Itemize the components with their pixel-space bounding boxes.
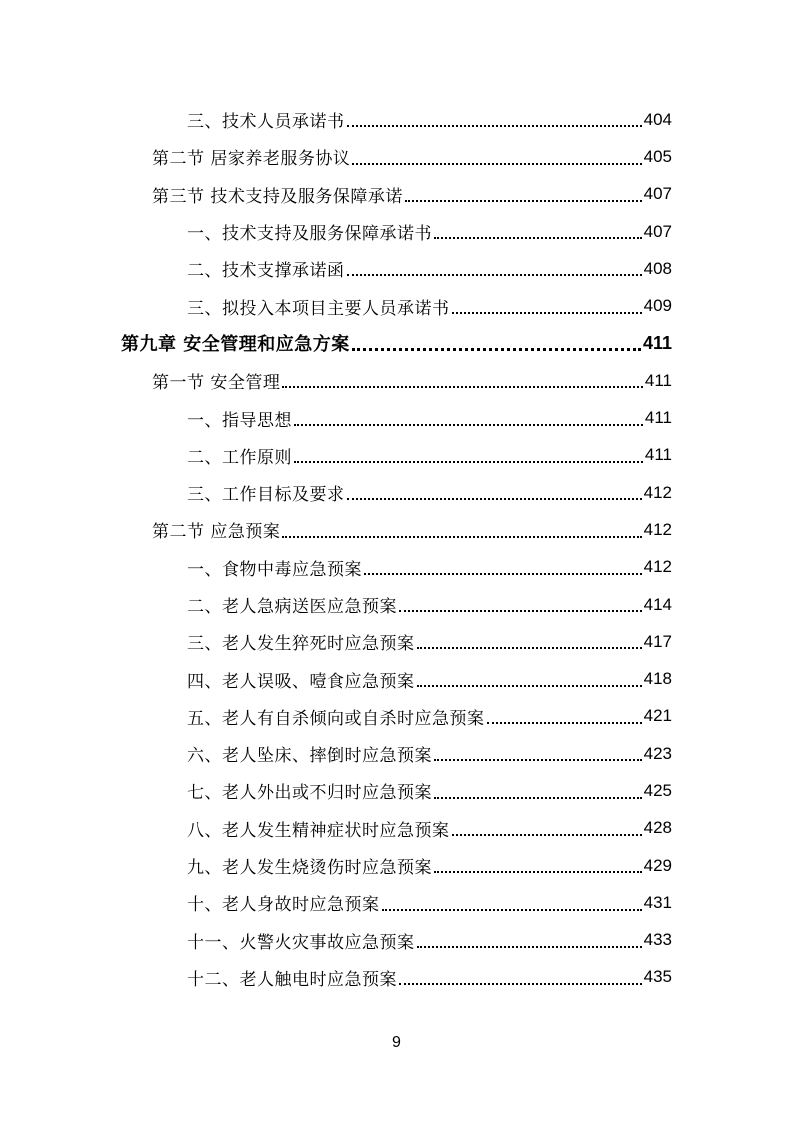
dot-leader bbox=[452, 311, 642, 314]
toc-entry-page: 409 bbox=[643, 296, 672, 316]
toc-entry-mental-symptoms[interactable] bbox=[0, 810, 793, 847]
toc-entry-label: 二、老人急病送医应急预案 bbox=[187, 597, 397, 617]
dot-leader bbox=[434, 870, 642, 873]
toc-entry-technical-staff-commitment[interactable] bbox=[0, 101, 793, 138]
dot-leader bbox=[434, 796, 642, 799]
toc-entry-page: 435 bbox=[643, 967, 672, 987]
toc-entry-emergency-plans[interactable] bbox=[0, 511, 793, 548]
toc-entry-label: 第二节 居家养老服务协议 bbox=[152, 149, 351, 170]
toc-entry-page: 414 bbox=[643, 594, 672, 614]
toc-entry-label: 六、老人坠床、摔倒时应急预案 bbox=[187, 746, 432, 767]
dot-leader bbox=[399, 609, 642, 612]
toc-entry-page: 421 bbox=[643, 706, 672, 726]
toc-entry-page: 431 bbox=[643, 892, 672, 912]
toc-entry-label: 二、技术支撑承诺函 bbox=[187, 261, 345, 282]
toc-chapter-safety-and-emergency[interactable] bbox=[0, 325, 793, 362]
dot-leader bbox=[434, 236, 642, 239]
toc-entry-page: 433 bbox=[643, 930, 672, 950]
toc-entry-page: 412 bbox=[643, 482, 672, 502]
toc-entry-key-personnel-commitment[interactable] bbox=[0, 287, 793, 324]
toc-entry-page: 425 bbox=[643, 780, 672, 800]
dot-leader bbox=[434, 758, 642, 761]
toc-entry-page: 411 bbox=[644, 408, 672, 428]
dot-leader bbox=[294, 423, 643, 426]
toc-entry-label: 十一、火警火灾事故应急预案 bbox=[187, 932, 415, 953]
dot-leader bbox=[347, 124, 642, 127]
toc-entry-electric-shock[interactable] bbox=[0, 959, 793, 996]
dot-leader bbox=[347, 497, 642, 500]
table-of-contents bbox=[0, 101, 793, 996]
toc-entry-page: 407 bbox=[643, 221, 672, 241]
toc-entry-sudden-death[interactable] bbox=[0, 623, 793, 660]
toc-entry-technical-support-commitment-section[interactable] bbox=[0, 176, 793, 213]
toc-entry-working-principles[interactable] bbox=[0, 437, 793, 474]
dot-leader bbox=[282, 385, 642, 388]
toc-entry-safety-management[interactable] bbox=[0, 362, 793, 399]
toc-entry-guiding-ideology[interactable] bbox=[0, 399, 793, 436]
dot-leader bbox=[487, 721, 642, 724]
toc-entry-falls[interactable] bbox=[0, 735, 793, 772]
toc-entry-label: 一、食物中毒应急预案 bbox=[187, 559, 362, 580]
toc-entry-label: 四、老人误吸、噎食应急预案 bbox=[187, 671, 415, 692]
toc-entry-page: 412 bbox=[643, 557, 672, 577]
toc-entry-label: 三、老人发生猝死时应急预案 bbox=[187, 634, 415, 655]
toc-entry-page: 429 bbox=[643, 855, 672, 875]
toc-entry-missing-person[interactable] bbox=[0, 772, 793, 809]
toc-entry-page: 423 bbox=[643, 743, 672, 763]
toc-entry-page: 411 bbox=[644, 370, 672, 390]
toc-entry-label: 九、老人发生烧烫伤时应急预案 bbox=[187, 858, 432, 879]
toc-entry-fire-accident[interactable] bbox=[0, 922, 793, 959]
dot-leader bbox=[417, 684, 642, 687]
dot-leader bbox=[405, 199, 642, 202]
toc-entry-label: 三、拟投入本项目主要人员承诺书 bbox=[187, 298, 450, 319]
dot-leader bbox=[352, 162, 641, 165]
page-number: 9 bbox=[392, 1034, 401, 1051]
toc-entry-label: 十、老人身故时应急预案 bbox=[187, 895, 380, 916]
toc-entry-burns-scalds[interactable] bbox=[0, 847, 793, 884]
toc-entry-label: 五、老人有自杀倾向或自杀时应急预案 bbox=[187, 708, 485, 729]
toc-entry-suicide-risk[interactable] bbox=[0, 698, 793, 735]
toc-entry-technical-support-commitment-letter[interactable] bbox=[0, 213, 793, 250]
toc-entry-page: 411 bbox=[644, 445, 672, 465]
toc-entry-food-poisoning[interactable] bbox=[0, 549, 793, 586]
toc-entry-label: 一、指导思想 bbox=[187, 410, 292, 431]
toc-entry-page: 408 bbox=[643, 258, 672, 278]
dot-leader bbox=[282, 535, 641, 538]
toc-entry-home-care-agreement[interactable] bbox=[0, 138, 793, 175]
toc-entry-page: 404 bbox=[643, 109, 672, 129]
toc-entry-label: 第九章 安全管理和应急方案 bbox=[121, 334, 350, 356]
toc-entry-aspiration-choking[interactable] bbox=[0, 660, 793, 697]
toc-entry-label: 二、工作原则 bbox=[187, 447, 292, 468]
toc-entry-page: 405 bbox=[643, 146, 672, 166]
toc-entry-work-goals[interactable] bbox=[0, 474, 793, 511]
toc-entry-death[interactable] bbox=[0, 884, 793, 921]
dot-leader bbox=[417, 945, 642, 948]
toc-entry-label: 第三节 技术支持及服务保障承诺 bbox=[152, 186, 403, 207]
toc-entry-label: 第一节 安全管理 bbox=[152, 373, 281, 394]
toc-entry-page: 418 bbox=[643, 669, 672, 689]
toc-entry-label: 第二节 应急预案 bbox=[152, 522, 281, 543]
toc-entry-technical-backing-letter[interactable] bbox=[0, 250, 793, 287]
dot-leader bbox=[452, 833, 642, 836]
toc-entry-page: 417 bbox=[643, 631, 672, 651]
toc-entry-label: 三、工作目标及要求 bbox=[187, 485, 345, 506]
toc-entry-label: 七、老人外出或不归时应急预案 bbox=[187, 783, 432, 804]
toc-entry-page: 407 bbox=[643, 184, 672, 204]
dot-leader bbox=[294, 460, 643, 463]
toc-entry-page: 428 bbox=[643, 818, 672, 838]
toc-entry-page: 411 bbox=[642, 332, 672, 353]
toc-entry-label: 三、技术人员承诺书 bbox=[187, 112, 345, 133]
toc-entry-label: 一、技术支持及服务保障承诺书 bbox=[187, 224, 432, 245]
dot-leader bbox=[352, 347, 641, 351]
toc-entry-label: 十二、老人触电时应急预案 bbox=[187, 969, 397, 990]
toc-entry-page: 412 bbox=[643, 519, 672, 539]
dot-leader bbox=[399, 982, 642, 985]
dot-leader bbox=[364, 572, 642, 575]
dot-leader bbox=[347, 273, 642, 276]
dot-leader bbox=[417, 646, 642, 649]
toc-entry-acute-illness[interactable] bbox=[0, 586, 793, 623]
toc-entry-label: 八、老人发生精神症状时应急预案 bbox=[187, 820, 450, 841]
dot-leader bbox=[382, 908, 642, 911]
